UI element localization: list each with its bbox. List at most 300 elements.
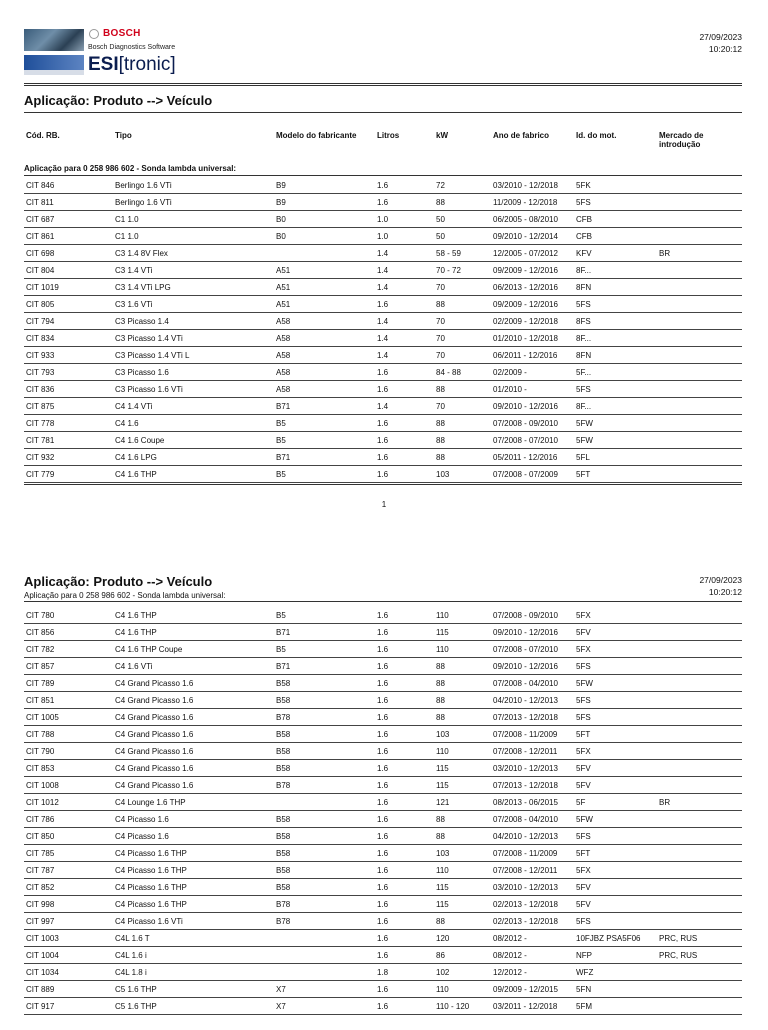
id-mot-cell: 5FW [576,679,593,688]
modelo-cell: B58 [276,679,291,688]
table-row [24,415,742,432]
tipo-cell: C4 Picasso 1.6 THP [115,883,187,892]
litros-cell: 1.0 [377,232,389,241]
table-row [24,811,742,828]
kw-cell: 70 - 72 [436,266,461,275]
tipo-cell: C4 Picasso 1.6 [115,815,169,824]
kw-cell: 110 [436,645,449,654]
litros-cell: 1.0 [377,215,389,224]
cod-cell: CIT 779 [26,470,55,479]
ano-cell: 03/2010 - 12/2013 [493,883,558,892]
id-mot-cell: 5FL [576,453,590,462]
cod-cell: CIT 889 [26,985,55,994]
id-mot-cell: 5FV [576,781,591,790]
tipo-cell: C4 Grand Picasso 1.6 [115,679,194,688]
id-mot-cell: 8F... [576,266,592,275]
id-mot-cell: 5FX [576,866,591,875]
ano-cell: 09/2009 - 12/2016 [493,300,558,309]
cod-cell: CIT 836 [26,385,55,394]
kw-cell: 115 [436,628,449,637]
litros-cell: 1.6 [377,985,389,994]
id-mot-cell: 5FX [576,611,591,620]
header-rule [24,83,742,84]
tipo-cell: C4 1.6 Coupe [115,436,165,445]
litros-cell: 1.6 [377,951,389,960]
litros-cell: 1.6 [377,696,389,705]
table-row [24,211,742,228]
id-mot-cell: 5FS [576,713,591,722]
cod-cell: CIT 1003 [26,934,59,943]
litros-cell: 1.6 [377,917,389,926]
id-mot-cell: 8FN [576,283,592,292]
mercado-cell: BR [659,798,671,807]
cod-cell: CIT 998 [26,900,55,909]
modelo-cell: X7 [276,985,286,994]
ano-cell: 09/2010 - 12/2016 [493,662,558,671]
kw-cell: 102 [436,968,450,977]
report-date: 27/09/2023 [699,32,742,42]
id-mot-cell: KFV [576,249,592,258]
title-rule-2 [24,601,742,602]
ano-cell: 03/2011 - 12/2018 [493,1002,558,1011]
table-row [24,845,742,862]
kw-cell: 88 [436,300,445,309]
tipo-cell: C3 Picasso 1.6 [115,368,169,377]
id-mot-cell: 5FT [576,470,591,479]
modelo-cell: A58 [276,368,291,377]
litros-cell: 1.4 [377,402,389,411]
kw-cell: 72 [436,181,445,190]
cod-cell: CIT 853 [26,764,55,773]
modelo-cell: B5 [276,611,286,620]
mercado-cell: PRC, RUS [659,951,698,960]
ano-cell: 07/2008 - 07/2010 [493,436,558,445]
litros-cell: 1.6 [377,730,389,739]
table-row [24,913,742,930]
tipo-cell: C4 Grand Picasso 1.6 [115,713,194,722]
tipo-cell: C3 Picasso 1.4 [115,317,169,326]
litros-cell: 1.6 [377,662,389,671]
cod-cell: CIT 846 [26,181,55,190]
report-time-2: 10:20:12 [708,587,742,597]
table-row [24,245,742,262]
modelo-cell: A51 [276,300,291,309]
modelo-cell: B78 [276,781,291,790]
table-row [24,709,742,726]
table-row [24,313,742,330]
modelo-cell: A58 [276,317,291,326]
ano-cell: 07/2008 - 07/2009 [493,470,558,479]
esitronic-box-logo [24,55,84,75]
title-rule [24,112,742,113]
ano-cell: 07/2008 - 07/2010 [493,645,558,654]
cod-cell: CIT 932 [26,453,55,462]
tipo-cell: C4 1.4 VTi [115,402,153,411]
table-row [24,777,742,794]
page-title: Aplicação: Produto --> Veículo [24,93,213,108]
kw-cell: 50 [436,215,445,224]
ano-cell: 08/2012 - [493,951,527,960]
tipo-cell: C4 Picasso 1.6 THP [115,900,187,909]
table-row [24,981,742,998]
ano-cell: 09/2010 - 12/2014 [493,232,558,241]
cod-cell: CIT 856 [26,628,55,637]
tipo-cell: C4 1.6 LPG [115,453,157,462]
col-id: Id. do mot. [576,131,617,140]
modelo-cell: B0 [276,215,286,224]
litros-cell: 1.6 [377,679,389,688]
id-mot-cell: WFZ [576,968,594,977]
ano-cell: 07/2013 - 12/2018 [493,781,558,790]
header-rule-2 [24,85,742,86]
modelo-cell: B71 [276,402,291,411]
tipo-cell: C4 Grand Picasso 1.6 [115,781,194,790]
cod-cell: CIT 850 [26,832,55,841]
modelo-cell: A58 [276,351,291,360]
ano-cell: 07/2008 - 04/2010 [493,815,558,824]
modelo-cell: B78 [276,713,291,722]
page-number: 1 [381,500,387,509]
table-row [24,262,742,279]
vehicle-photo-logo [24,29,84,51]
table-row [24,658,742,675]
ano-cell: 06/2011 - 12/2016 [493,351,558,360]
ano-cell: 07/2008 - 09/2010 [493,419,558,428]
table-row [24,364,742,381]
report-datetime [699,31,742,55]
ano-cell: 07/2008 - 09/2010 [493,611,558,620]
litros-cell: 1.6 [377,1002,389,1011]
col-cod: Cód. RB. [26,131,60,140]
table-row [24,607,742,624]
kw-cell: 110 [436,747,449,756]
kw-cell: 115 [436,883,449,892]
litros-cell: 1.6 [377,832,389,841]
ano-cell: 07/2008 - 11/2009 [493,849,558,858]
cod-cell: CIT 1034 [26,968,59,977]
bosch-emblem-icon [89,29,99,39]
kw-cell: 70 [436,402,445,411]
kw-cell: 88 [436,662,445,671]
tipo-cell: C3 Picasso 1.6 VTi [115,385,183,394]
kw-cell: 70 [436,334,445,343]
id-mot-cell: 5FS [576,696,591,705]
litros-cell: 1.6 [377,747,389,756]
tipo-cell: C1 1.0 [115,215,139,224]
litros-cell: 1.6 [377,181,389,190]
ano-cell: 11/2009 - 12/2018 [493,198,558,207]
litros-cell: 1.6 [377,713,389,722]
id-mot-cell: 8F... [576,334,592,343]
kw-cell: 88 [436,453,445,462]
kw-cell: 88 [436,436,445,445]
ano-cell: 09/2010 - 12/2016 [493,402,558,411]
id-mot-cell: 8FS [576,317,591,326]
ano-cell: 07/2008 - 11/2009 [493,730,558,739]
cod-cell: CIT 805 [26,300,55,309]
table-row [24,828,742,845]
modelo-cell: B58 [276,815,291,824]
modelo-cell: B71 [276,453,291,462]
cod-cell: CIT 1019 [26,283,59,292]
cod-cell: CIT 698 [26,249,55,258]
cod-cell: CIT 786 [26,815,55,824]
modelo-cell: B78 [276,900,291,909]
tipo-cell: C1 1.0 [115,232,139,241]
tipo-cell: C4 1.6 VTi [115,662,153,671]
litros-cell: 1.4 [377,334,389,343]
tipo-cell: C4 1.6 THP [115,628,157,637]
modelo-cell: B58 [276,747,291,756]
tipo-cell: C4 Grand Picasso 1.6 [115,730,194,739]
modelo-cell: B58 [276,866,291,875]
table-row [24,947,742,964]
col-modelo: Modelo do fabricante [276,131,357,140]
litros-cell: 1.6 [377,628,389,637]
modelo-cell: B0 [276,232,286,241]
id-mot-cell: 5F [576,798,586,807]
id-mot-cell: 5FW [576,419,593,428]
software-name: Bosch Diagnostics Software [88,44,176,51]
tipo-cell: C3 1.4 VTi LPG [115,283,171,292]
tipo-cell: C4 Lounge 1.6 THP [115,798,186,807]
id-mot-cell: 5FX [576,747,591,756]
litros-cell: 1.6 [377,849,389,858]
table-row [24,675,742,692]
table-row [24,726,742,743]
kw-cell: 86 [436,951,445,960]
cod-cell: CIT 804 [26,266,55,275]
tipo-cell: Berlingo 1.6 VTi [115,181,172,190]
kw-cell: 88 [436,679,445,688]
cod-cell: CIT 789 [26,679,55,688]
cod-cell: CIT 778 [26,419,55,428]
id-mot-cell: 10FJBZ PSA5F06 [576,934,641,943]
tipo-cell: C4 1.6 THP Coupe [115,645,183,654]
table-row [24,743,742,760]
modelo-cell: B71 [276,662,291,671]
litros-cell: 1.6 [377,453,389,462]
cod-cell: CIT 1004 [26,951,59,960]
litros-cell: 1.6 [377,300,389,309]
tipo-cell: C4 Grand Picasso 1.6 [115,747,194,756]
modelo-cell: B9 [276,198,286,207]
kw-cell: 88 [436,815,445,824]
table-row [24,228,742,245]
table-row [24,449,742,466]
ano-cell: 01/2010 - [493,385,527,394]
cod-cell: CIT 917 [26,1002,55,1011]
modelo-cell: B58 [276,849,291,858]
page-end-rule [24,484,742,485]
kw-cell: 115 [436,781,449,790]
kw-cell: 58 - 59 [436,249,461,258]
kw-cell: 115 [436,764,449,773]
ano-cell: 01/2010 - 12/2018 [493,334,558,343]
kw-cell: 84 - 88 [436,368,461,377]
cod-cell: CIT 782 [26,645,55,654]
litros-cell: 1.6 [377,781,389,790]
kw-cell: 120 [436,934,450,943]
litros-cell: 1.4 [377,266,389,275]
litros-cell: 1.6 [377,419,389,428]
cod-cell: CIT 834 [26,334,55,343]
kw-cell: 88 [436,419,445,428]
table-row [24,330,742,347]
litros-cell: 1.6 [377,900,389,909]
cod-cell: CIT 781 [26,436,55,445]
cod-cell: CIT 790 [26,747,55,756]
kw-cell: 103 [436,730,450,739]
kw-cell: 88 [436,713,445,722]
ano-cell: 07/2008 - 04/2010 [493,679,558,688]
modelo-cell: B58 [276,764,291,773]
report-page-2 [0,570,768,1030]
kw-cell: 110 [436,985,449,994]
col-kw: kW [436,131,448,140]
modelo-cell: A51 [276,266,291,275]
tipo-cell: C5 1.6 THP [115,1002,157,1011]
litros-cell: 1.4 [377,351,389,360]
ano-cell: 08/2013 - 06/2015 [493,798,558,807]
kw-cell: 70 [436,317,445,326]
ano-cell: 06/2005 - 08/2010 [493,215,558,224]
ano-cell: 09/2009 - 12/2015 [493,985,558,994]
modelo-cell: B9 [276,181,286,190]
ano-cell: 03/2010 - 12/2013 [493,764,558,773]
litros-cell: 1.6 [377,866,389,875]
ano-cell: 04/2010 - 12/2013 [493,832,558,841]
ano-cell: 03/2010 - 12/2018 [493,181,558,190]
col-litros: Litros [377,131,400,140]
litros-cell: 1.6 [377,470,389,479]
kw-cell: 88 [436,385,445,394]
cod-cell: CIT 811 [26,198,54,207]
table-row [24,279,742,296]
cod-cell: CIT 852 [26,883,55,892]
table-row [24,296,742,313]
tipo-cell: C4L 1.6 i [115,951,147,960]
litros-cell: 1.6 [377,198,389,207]
tipo-cell: C4 Picasso 1.6 THP [115,849,187,858]
id-mot-cell: 5FT [576,730,591,739]
id-mot-cell: 5FS [576,198,591,207]
tipo-cell: C3 1.4 VTi [115,266,153,275]
tipo-cell: Berlingo 1.6 VTi [115,198,172,207]
ano-cell: 09/2010 - 12/2016 [493,628,558,637]
ano-cell: 02/2009 - 12/2018 [493,317,558,326]
kw-cell: 110 [436,611,449,620]
mercado-cell: BR [659,249,671,258]
tipo-cell: C4 1.6 [115,419,139,428]
kw-cell: 103 [436,470,450,479]
id-mot-cell: NFP [576,951,592,960]
col-mercado: Mercado de introdução [659,131,704,149]
table-row [24,879,742,896]
id-mot-cell: 5FW [576,436,593,445]
id-mot-cell: 5FS [576,832,591,841]
litros-cell: 1.6 [377,934,389,943]
table-row [24,862,742,879]
ano-cell: 07/2008 - 12/2011 [493,747,558,756]
report-time: 10:20:12 [708,44,742,54]
modelo-cell: A58 [276,385,291,394]
litros-cell: 1.6 [377,798,389,807]
litros-cell: 1.6 [377,611,389,620]
id-mot-cell: 5FT [576,849,591,858]
modelo-cell: X7 [276,1002,286,1011]
modelo-cell: B58 [276,730,291,739]
litros-cell: 1.6 [377,436,389,445]
tipo-cell: C3 1.6 VTi [115,300,153,309]
cod-cell: CIT 785 [26,849,55,858]
modelo-cell: A58 [276,334,291,343]
esitronic-logo: ESI[tronic] [88,54,176,75]
modelo-cell: A51 [276,283,291,292]
table-row [24,624,742,641]
id-mot-cell: 5FN [576,985,592,994]
section-label-2: Aplicação para 0 258 986 602 - Sonda lambda universal: [24,591,226,600]
id-mot-cell: 8F... [576,402,592,411]
ano-cell: 06/2013 - 12/2016 [493,283,558,292]
id-mot-cell: 5F... [576,368,592,377]
modelo-cell: B5 [276,436,286,445]
id-mot-cell: 5FK [576,181,591,190]
table-row [24,998,742,1015]
col-tipo: Tipo [115,131,132,140]
litros-cell: 1.6 [377,815,389,824]
page-title-2: Aplicação: Produto --> Veículo [24,574,213,589]
ano-cell: 09/2009 - 12/2016 [493,266,558,275]
mercado-cell: PRC, RUS [659,934,698,943]
litros-cell: 1.6 [377,883,389,892]
tipo-cell: C4 Picasso 1.6 THP [115,866,187,875]
cod-cell: CIT 793 [26,368,55,377]
modelo-cell: B71 [276,628,291,637]
kw-cell: 70 [436,351,445,360]
modelo-cell: B5 [276,645,286,654]
cod-cell: CIT 875 [26,402,55,411]
table-row [24,398,742,415]
kw-cell: 121 [436,798,450,807]
cod-cell: CIT 857 [26,662,55,671]
ano-cell: 08/2012 - [493,934,527,943]
ano-cell: 02/2013 - 12/2018 [493,917,558,926]
litros-cell: 1.4 [377,317,389,326]
litros-cell: 1.6 [377,764,389,773]
cod-cell: CIT 687 [26,215,55,224]
id-mot-cell: 5FS [576,385,591,394]
id-mot-cell: 5FS [576,917,591,926]
litros-cell: 1.6 [377,645,389,654]
table-row [24,432,742,449]
table-row [24,194,742,211]
kw-cell: 88 [436,917,445,926]
table-row [24,347,742,364]
kw-cell: 88 [436,198,445,207]
id-mot-cell: CFB [576,215,592,224]
modelo-cell: B58 [276,696,291,705]
table-row [24,381,742,398]
kw-cell: 103 [436,849,450,858]
tipo-cell: C3 1.4 8V Flex [115,249,168,258]
table-row [24,930,742,947]
table-row [24,641,742,658]
cod-cell: CIT 794 [26,317,55,326]
ano-cell: 07/2013 - 12/2018 [493,713,558,722]
kw-cell: 70 [436,283,445,292]
tipo-cell: C4L 1.6 T [115,934,150,943]
